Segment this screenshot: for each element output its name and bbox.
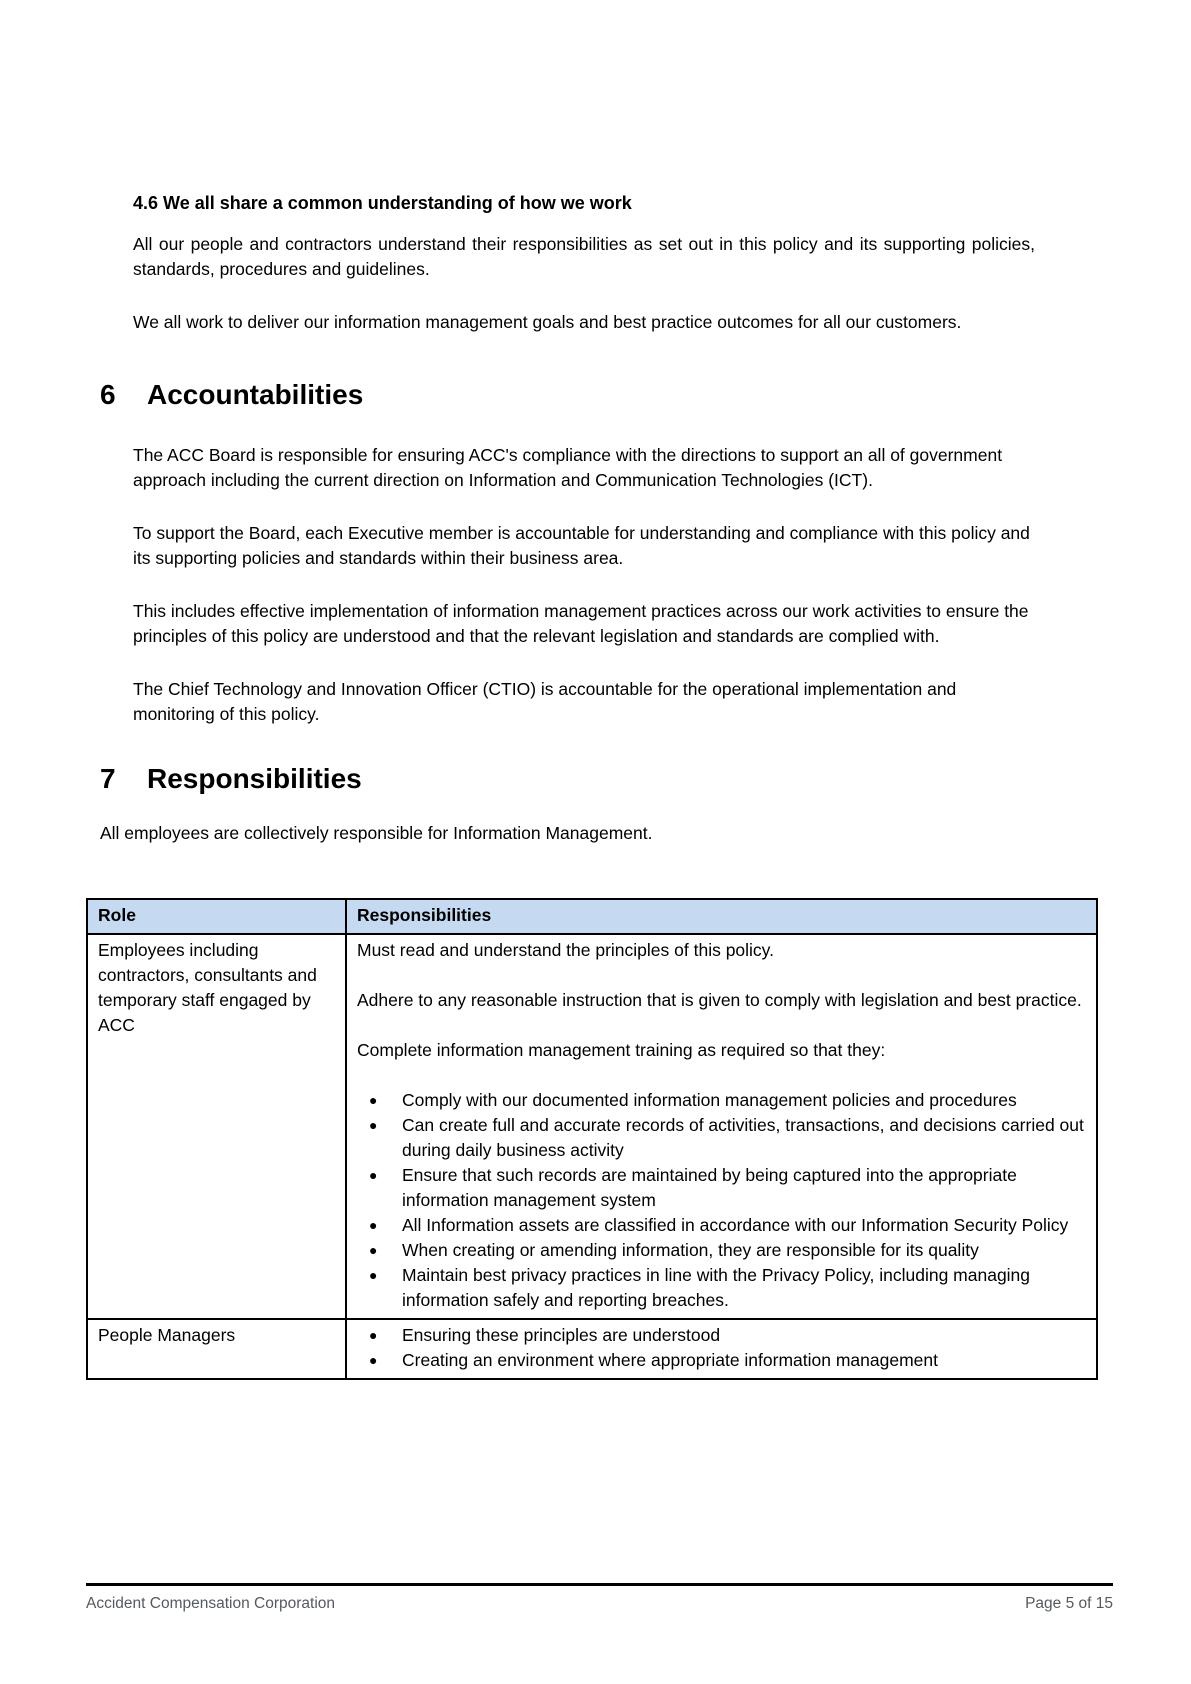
footer-page-number: Page 5 of 15 [1025,1595,1113,1612]
section-number: 6 [100,379,116,410]
bullet-text: Ensure that such records are maintained by being captured into the appropriate information management system [402,1165,1017,1210]
section-number: 7 [100,763,116,794]
role-cell: Employees including contractors, consultants and temporary staff engaged by ACC [87,934,346,1319]
subsection-4-6-heading: 4.6 We all share a common understanding of how we work [133,193,632,213]
cell-paragraph: Must read and understand the principles of this policy. [357,940,774,960]
section-title: Accountabilities [147,379,364,410]
bullet-text: Maintain best privacy practices in line with the Privacy Policy, including managing information safely and reporting breaches. [402,1265,1031,1310]
section-6-heading [100,379,1105,411]
footer-divider [86,1583,1113,1586]
column-header-role: Role [87,899,346,934]
footer-organisation: Accident Compensation Corporation [86,1595,335,1612]
bullet-text: When creating or amending information, they are responsible for its quality [402,1240,979,1260]
bullet-text: Can create full and accurate records of activities, transactions, and decisions carried out during daily business activity [402,1115,1084,1160]
responsibilities-cell [346,934,1097,1319]
responsibilities-table [86,898,1098,1380]
bullet-text: All Information assets are classified in accordance with our Information Security Policy [402,1215,1069,1235]
column-header-responsibilities: Responsibilities [346,899,1097,934]
bullet-item [357,1088,1086,1113]
role-cell: People Managers [87,1319,346,1379]
cell-paragraph: Adhere to any reasonable instruction that is given to comply with legislation and best practice. [357,990,1082,1010]
bullet-item [357,1213,1086,1238]
paragraph: All our people and contractors understand their responsibilities as set out in this policy and its supporting policies, standards, procedures and guidelines. [133,234,1035,279]
bullet-marker: ● [369,1352,378,1368]
bullet-text: Creating an environment where appropriate information management [402,1350,938,1370]
table-row [87,934,1097,1319]
bullet-item [357,1163,1086,1213]
bullet-item [357,1348,1086,1373]
page-footer [86,1583,1113,1613]
bullet-item [357,1113,1086,1163]
section-7-intro: All employees are collectively responsible for Information Management. [100,823,653,843]
cell-paragraph: Complete information management training as required so that they: [357,1040,886,1060]
section-title: Responsibilities [147,763,362,794]
bullet-text: Comply with our documented information management policies and procedures [402,1090,1017,1110]
bullet-marker: ● [369,1117,378,1133]
bullet-item [357,1263,1086,1313]
bullet-text: Ensuring these principles are understood [402,1325,721,1345]
bullet-item [357,1238,1086,1263]
paragraph: The Chief Technology and Innovation Officer (CTIO) is accountable for the operational implementation and monitoring of this policy. [133,679,957,724]
bullet-marker: ● [369,1267,378,1283]
bullet-marker: ● [369,1217,378,1233]
responsibilities-cell [346,1319,1097,1379]
bullet-marker: ● [369,1327,378,1343]
bullet-marker: ● [369,1092,378,1108]
table-header-row [87,899,1097,934]
paragraph: We all work to deliver our information management goals and best practice outcomes for all our customers. [133,312,962,332]
bullet-marker: ● [369,1167,378,1183]
paragraph: The ACC Board is responsible for ensuring ACC's compliance with the directions to support an all of government approach including the current direction on Information and Communication Technologies (ICT). [133,445,1003,490]
paragraph: To support the Board, each Executive member is accountable for understanding and compliance with this policy and its supporting policies and standards within their business area. [133,523,1030,568]
bullet-item [357,1323,1086,1348]
bullet-marker: ● [369,1242,378,1258]
section-7-heading [100,763,1105,795]
paragraph: This includes effective implementation of information management practices across our work activities to ensure the principles of this policy are understood and that the relevant legislation and standards are complied with. [133,601,1029,646]
table-row [87,1319,1097,1379]
